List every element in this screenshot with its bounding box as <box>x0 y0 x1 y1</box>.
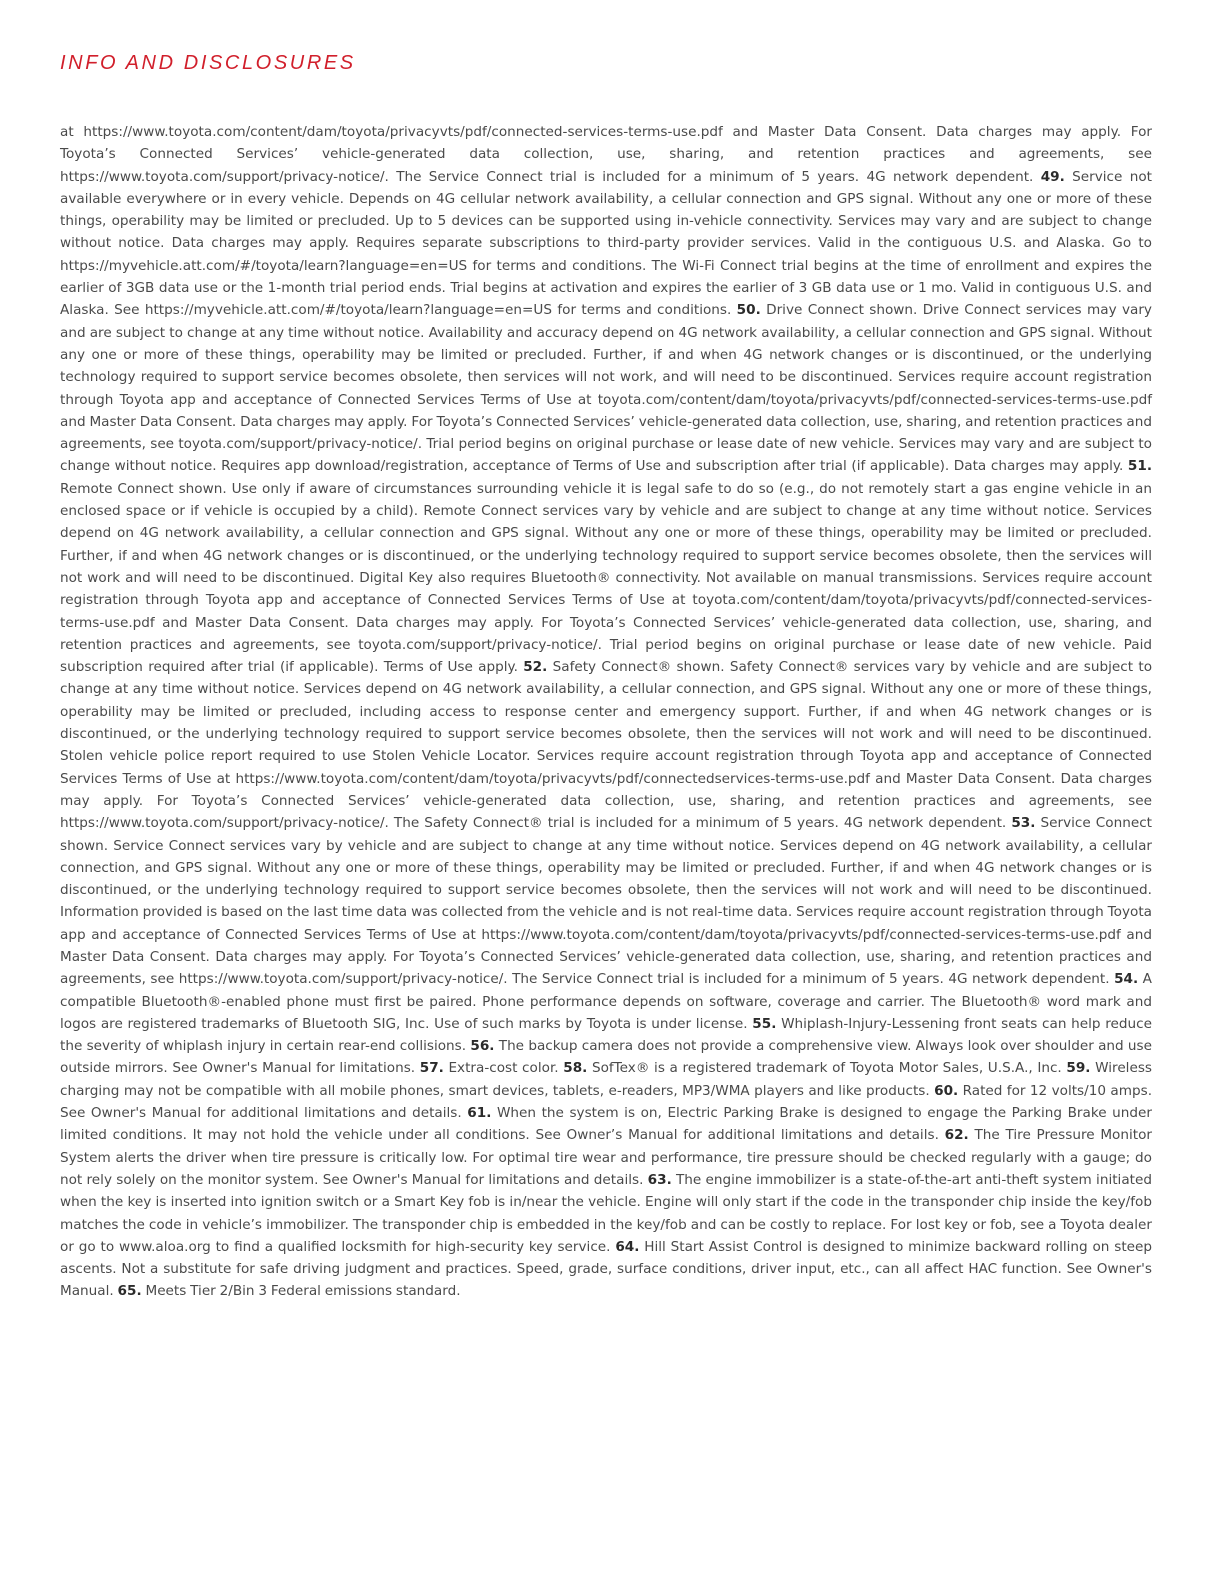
disclosure-text: Extra-cost color. <box>448 1060 559 1077</box>
page-title: INFO AND DISCLOSURES <box>60 52 356 74</box>
disclosure-text: Service Connect shown. Service Connect services vary by vehicle and are subject to change at any time without notice. Services depend on 4G network availability, a cellular connection, and GPS signal. Without any one or more of these things, operability may be limited or precluded. Further, if and when 4G network changes or is discontinued, or the underlying technology required to support service becomes obsolete, then the services will not work and will need to be discontinued. Information provided is based on the last time data was collected from the vehicle and is not real-time data. Services require account registration through Toyota app and acceptance of Connected Services Terms of Use at https://www.toyota.com/content/dam/toyota/privacyvts/pdf/connected-services-terms-use.pdf and Master Data Consent. Data charges may apply. For Toyota’s Connected Services’ vehicle-generated data collection, use, sharing, and retention practices and agreements, see https://www.toyota.com/support/privacy-notice/. The Service Connect trial is included for a minimum of 5 years. 4G network dependent. <box>60 815 1152 988</box>
disclosure-body <box>60 121 1152 1303</box>
disclosure-text: Rated for 12 volts/10 amps. See Owner's Manual for additional limitations and details. <box>60 1082 1153 1122</box>
disclosure-text: Service not available everywhere or in every vehicle. Depends on 4G cellular network availability, a cellular connection and GPS signal. Without any one or more of these things, operability may be limited or precluded. Up to 5 devices can be supported using in-vehicle connectivity. Services may vary and are subject to change without notice. Data charges may apply. Requires separate subscriptions to third-party provider services. Valid in the contiguous U.S. and Alaska. Go to https://myvehicle.att.com/#/toyota/learn?language=en=US for terms and conditions. The Wi-Fi Connect trial begins at the time of enrollment and expires the earlier of 3GB data use or the 1-month trial period ends. Trial begins at activation and expires the earlier of 3 GB data use or 1 mo. Valid in contiguous U.S. and Alaska. See https://myvehicle.att.com/#/toyota/learn?language=en=US for terms and conditions. <box>60 168 1152 319</box>
disclosure-text: When the system is on, Electric Parking Brake is designed to engage the Parking Brake under limited conditions. It may not hold the vehicle under all conditions. See Owner’s Manual for additional limitations and details. <box>60 1105 1152 1144</box>
footnote-number: 62. <box>944 1127 969 1144</box>
footnote-number: 58. <box>563 1060 588 1077</box>
footnote-number: 53. <box>1011 815 1036 832</box>
disclosure-text: Drive Connect shown. Drive Connect services may vary and are subject to change at any time without notice. Availability and accuracy depend on 4G network availability, a cellular connection and GPS signal. Without any one or more of these things, operability may be limited or precluded. Further, if and when 4G network changes or is discontinued, or the underlying technology required to support service becomes obsolete, then services will not work, and will need to be discontinued. Services require account registration through Toyota app and acceptance of Connected Services Terms of Use at toyota.com/content/dam/toyota/privacyvts/pdf/connected-services-terms-use.pdf and Master Data Consent. Data charges may apply. For Toyota’s Connected Services’ vehicle-generated data collection, use, sharing, and retention practices and agreements, see toyota.com/support/privacy-notice/. Trial period begins on original purchase or lease date of new vehicle. Services may vary and are subject to change without notice. Requires app download/registration, acceptance of Terms of Use and subscription after trial (if applicable). Data charges may apply. <box>60 302 1152 475</box>
footnote-number: 59. <box>1066 1060 1091 1077</box>
disclosure-text: Meets Tier 2/Bin 3 Federal emissions standard. <box>145 1283 461 1300</box>
disclosure-text: Remote Connect shown. Use only if aware of circumstances surrounding vehicle it is legal safe to do so (e.g., do not remotely start a gas engine vehicle in an enclosed space or if vehicle is occupied by a child). Remote Connect services vary by vehicle and are subject to change at any time without notice. Services depend on 4G network availability, a cellular connection and GPS signal. Without any one or more of these things, operability may be limited or precluded. Further, if and when 4G network changes or is discontinued, or the underlying technology required to support service becomes obsolete, then the services will not work and will need to be discontinued. Digital Key also requires Bluetooth® connectivity. Not available on manual transmissions. Services require account registration through Toyota app and acceptance of Connected Services Terms of Use at toyota.com/content/dam/toyota/privacyvts/pdf/connected-services-terms-use.pdf and Master Data Consent. Data charges may apply. For Toyota’s Connected Services’ vehicle-generated data collection, use, sharing, and retention practices and agreements, see toyota.com/support/privacy-notice/. Trial period begins on original purchase or lease date of new vehicle. Paid subscription required after trial (if applicable). Terms of Use apply. <box>60 480 1152 676</box>
disclosure-text: Safety Connect® shown. Safety Connect® services vary by vehicle and are subject to change at any time without notice. Services depend on 4G network availability, a cellular connection, and GPS signal. Without any one or more of these things, operability may be limited or precluded, including access to response center and emergency support. Further, if and when 4G network changes or is discontinued, or the underlying technology required to support service becomes obsolete, then the services will not work and will need to be discontinued. Stolen vehicle police report required to use Stolen Vehicle Locator. Services require account registration through Toyota app and acceptance of Connected Services Terms of Use at https://www.toyota.com/content/dam/toyota/privacyvts/pdf/connectedservices-terms-use.pdf and Master Data Consent. Data charges may apply. For Toyota’s Connected Services’ vehicle-generated data collection, use, sharing, and retention practices and agreements, see https://www.toyota.com/support/privacy-notice/. The Safety Connect® trial is included for a minimum of 5 years. 4G network dependent. <box>60 659 1153 832</box>
footnote-number: 49. <box>1040 168 1065 185</box>
disclosure-text: Wireless charging may not be compatible with all mobile phones, smart devices, tablets, e-readers, MP3/WMA players and like products. <box>60 1060 1152 1099</box>
footnote-number: 51. <box>1127 458 1153 475</box>
disclosure-text: A compatible Bluetooth®-enabled phone must first be paired. Phone performance depends on software, coverage and carrier. The Bluetooth® word mark and logos are registered trademarks of Bluetooth SIG, Inc. Use of such marks by Toyota is under license. <box>60 971 1152 1032</box>
footnote-number: 56. <box>470 1038 495 1055</box>
footnote-number: 52. <box>523 659 548 676</box>
disclosure-text: The backup camera does not provide a comprehensive view. Always look over shoulder and use outside mirrors. See Owner's Manual for limitations. <box>60 1038 1152 1077</box>
footnote-number: 54. <box>1114 971 1139 988</box>
footnote-number: 60. <box>934 1082 959 1099</box>
disclosure-text: The Tire Pressure Monitor System alerts the driver when tire pressure is critically low. For optimal tire wear and performance, tire pressure should be checked regularly with a gauge; do not rely solely on the monitor system. See Owner's Manual for limitations and details. <box>60 1127 1153 1188</box>
footnote-number: 63. <box>647 1171 672 1188</box>
disclosure-text: Hill Start Assist Control is designed to minimize backward rolling on steep ascents. Not a substitute for safe driving judgment and practices. Speed, grade, surface conditions, driver input, etc., can all affect HAC function. See Owner's Manual. <box>60 1238 1153 1300</box>
disclosure-text: at https://www.toyota.com/content/dam/toyota/privacyvts/pdf/connected-services-terms-use.pdf and Master Data Consent. Data charges may apply. For Toyota’s Connected Services’ vehicle-generated data collection, use, sharing, and retention practices and agreements, see https://www.toyota.com/support/privacy-notice/. The Service Connect trial is included for a minimum of 5 years. 4G network dependent. <box>60 124 1152 185</box>
footnote-number: 57. <box>419 1060 444 1077</box>
footnote-number: 65. <box>117 1283 142 1300</box>
footnote-number: 61. <box>467 1105 492 1122</box>
footnote-number: 64. <box>615 1238 640 1255</box>
footnote-number: 55. <box>752 1015 777 1032</box>
footnote-number: 50. <box>736 302 761 319</box>
disclosure-text: The engine immobilizer is a state-of-the-art anti-theft system initiated when the key is inserted into ignition switch or a Smart Key fob is in/near the vehicle. Engine will only start if the code in the transponder chip inside the key/fob matches the code in vehicle’s immobilizer. The transponder chip is embedded in the key/fob and can be costly to replace. For lost key or fob, see a Toyota dealer or go to www.aloa.org to find a qualified locksmith for high-security key service. <box>60 1171 1152 1255</box>
disclosure-text: SofTex® is a registered trademark of Toyota Motor Sales, U.S.A., Inc. <box>591 1060 1062 1077</box>
disclosure-text: Whiplash-Injury-Lessening front seats can help reduce the severity of whiplash injury in certain rear-end collisions. <box>60 1015 1152 1055</box>
